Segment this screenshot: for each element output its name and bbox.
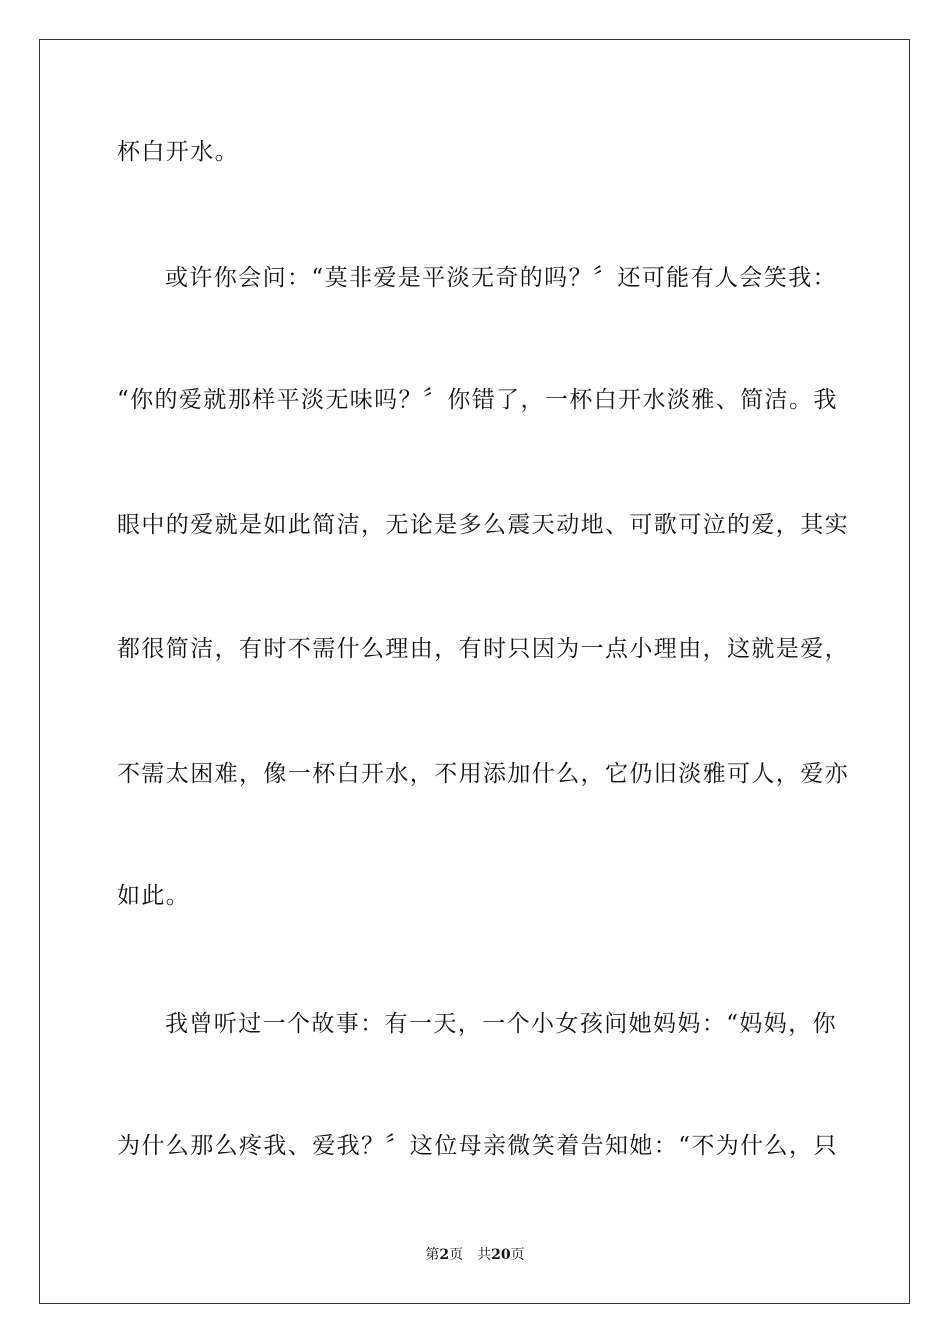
- text-line-6: 不需太困难，像一杯白开水，不用添加什么，它仍旧淡雅可人，爱亦: [117, 761, 849, 787]
- text-line-8: 我曾听过一个故事：有一天，一个小女孩问她妈妈：“妈妈，你: [165, 1011, 837, 1037]
- text-line-9: 为什么那么疼我、爱我？〞这位母亲微笑着告知她：“不为什么，只: [117, 1133, 838, 1159]
- page-footer: [0, 1246, 950, 1264]
- page-frame: [39, 39, 910, 1304]
- page-suffix: 页: [449, 1247, 464, 1263]
- total-suffix: 页: [510, 1247, 525, 1263]
- page-prefix: 第: [425, 1247, 440, 1263]
- text-line-3: “你的爱就那样平淡无味吗？〞你错了，一杯白开水淡雅、简洁。我: [117, 387, 838, 413]
- text-line-4: 眼中的爱就是如此简洁，无论是多么震天动地、可歌可泣的爱，其实: [117, 512, 849, 538]
- page-number: 2: [439, 1247, 450, 1263]
- total-prefix: 共: [477, 1247, 492, 1263]
- text-line-1: 杯白开水。: [117, 139, 239, 165]
- text-line-5: 都很简洁，有时不需什么理由，有时只因为一点小理由，这就是爱，: [117, 636, 849, 662]
- text-line-7: 如此。: [117, 883, 191, 909]
- text-line-2: 或许你会问：“莫非爱是平淡无奇的吗？〞还可能有人会笑我：: [165, 265, 837, 291]
- total-pages: 20: [491, 1247, 511, 1263]
